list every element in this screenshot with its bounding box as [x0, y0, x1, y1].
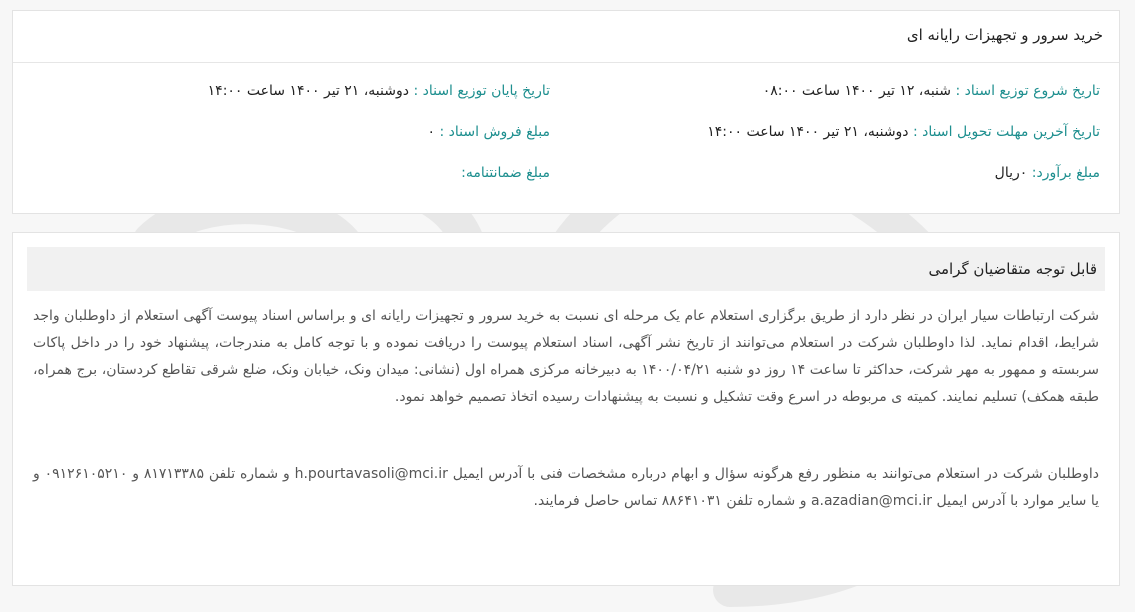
document-sale-label: مبلغ فروش اسناد : [439, 124, 550, 140]
estimate-row [995, 165, 1100, 181]
submission-deadline-value: دوشنبه، ۲۱ تیر ۱۴۰۰ ساعت ۱۴:۰۰ [707, 124, 909, 140]
start-distribution-row [763, 83, 1100, 99]
notice-card [12, 232, 1120, 586]
start-distribution-label: تاریخ شروع توزیع اسناد : [955, 83, 1100, 99]
tender-title: خرید سرور و تجهیزات رایانه ای [13, 11, 1119, 63]
notice-paragraph-1: شرکت ارتباطات سیار ایران در نظر دارد از طریق برگزاری استعلام عام یک مرحله ای نسبت به خرید سرور و تجهیزات رایانه ای و براساس اسناد پیوست آگهی استعلام از داوطلبان واجد شرایط، اقدام نماید. لذا داوطلبان شرکت در استعلام می‌توانند از تاریخ نشر آگهی، اسناد استعلام پیوست را دریافت نموده و با توجه کامل به مندرجات، پیشنهاد خود را در داخل پاکات سربسته و ممهور به مهر شرکت، حداکثر تا ساعت ۱۴ روز دو شنبه ۱۴۰۰/۰۴/۲۱ به دبیرخانه مرکزی همراه اول (نشانی: میدان ونک، خیابان ونک، ضلع شرقی تقاطع کردستان، برج همراه، طبقه همکف) تسلیم نمایند. کمیته ی مربوطه در اسرع وقت تشکیل و نسبت به پیشنهادات رسیده اتخاذ تصمیم خواهد نمود. [33, 308, 1100, 405]
guarantee-label: مبلغ ضمانتنامه: [461, 165, 550, 181]
estimate-label: مبلغ برآورد: [1031, 165, 1100, 181]
document-sale-value: ۰ [427, 124, 436, 140]
end-distribution-value: دوشنبه، ۲۱ تیر ۱۴۰۰ ساعت ۱۴:۰۰ [207, 83, 409, 99]
estimate-value: ۰ریال [994, 165, 1028, 181]
start-distribution-value: شنبه، ۱۲ تیر ۱۴۰۰ ساعت ۰۸:۰۰ [762, 83, 952, 99]
guarantee-row [461, 165, 550, 181]
end-distribution-row [208, 83, 550, 99]
notice-heading: قابل توجه متقاضیان گرامی [27, 247, 1105, 291]
end-distribution-label: تاریخ پایان توزیع اسناد : [413, 83, 550, 99]
notice-paragraph-2: داوطلبان شرکت در استعلام می‌توانند به منظور رفع هرگونه سؤال و ابهام درباره مشخصات فنی با آدرس ایمیل h.pourtavasoli@mci.ir و شماره تلفن ۸۱۷۱۳۳۸۵ و ۰۹۱۲۶۱۰۵۲۱۰ و یا سایر موارد با آدرس ایمیل a.azadian@mci.ir و شماره تلفن ۸۸۶۴۱۰۳۱ تماس حاصل فرمایند. [33, 466, 1099, 509]
tender-info-card [12, 10, 1120, 214]
submission-deadline-label: تاریخ آخرین مهلت تحویل اسناد : [913, 124, 1100, 140]
document-sale-row [428, 124, 550, 140]
submission-deadline-row [707, 124, 1100, 140]
